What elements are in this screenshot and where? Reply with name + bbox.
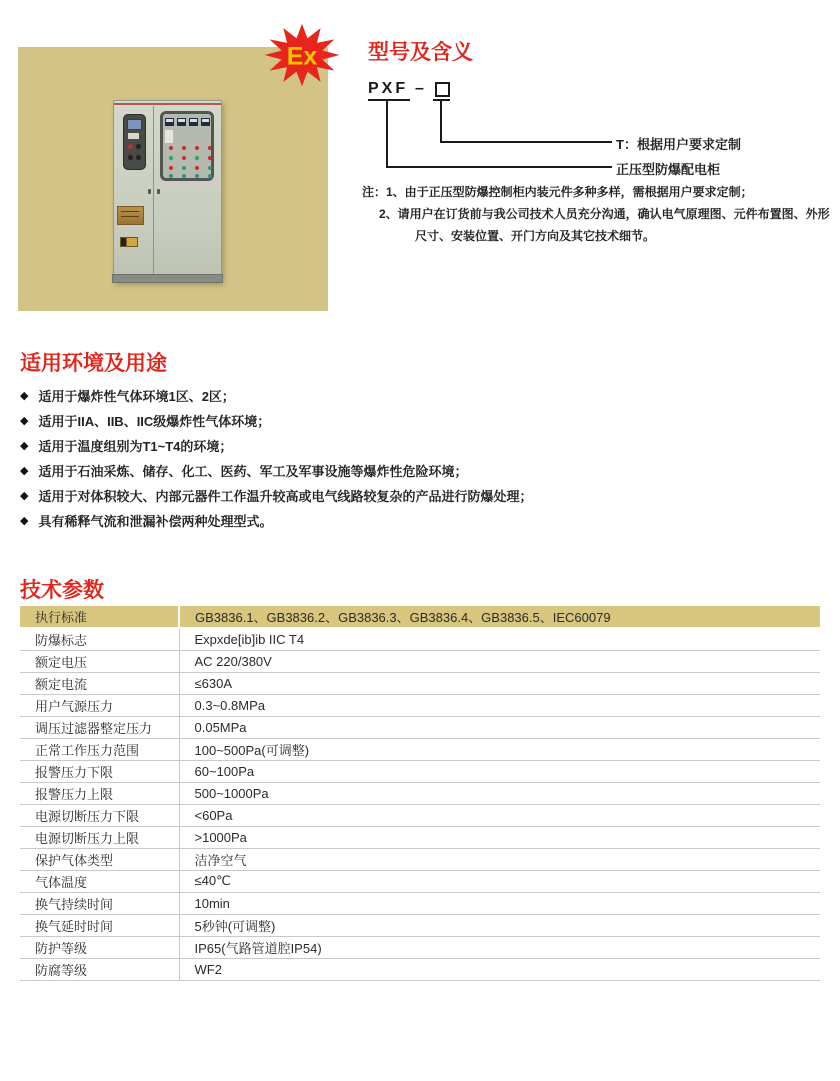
cabinet-window [163, 114, 211, 178]
list-item [20, 408, 532, 433]
param-label: 防爆标志 [20, 628, 179, 650]
cabinet-top-trim [114, 103, 221, 105]
indicator-light [169, 174, 173, 178]
param-value: >1000Pa [194, 829, 247, 845]
param-value: 500~1000Pa [194, 785, 269, 801]
table-row [20, 694, 820, 716]
param-value: 0.3~0.8MPa [194, 697, 265, 713]
meter [189, 118, 198, 126]
usage-item-text: 适用于温度组别为T1~T4的环境； [38, 439, 233, 454]
param-value: AC 220/380V [194, 653, 272, 669]
product-photo [18, 42, 328, 311]
diamond-bullet-icon: ◆ [20, 490, 29, 502]
indicator-light [208, 146, 212, 150]
list-item [20, 483, 532, 508]
param-value: <60Pa [194, 807, 233, 823]
param-label: 换气延时时间 [20, 914, 179, 936]
table-row [20, 804, 820, 826]
diamond-bullet-icon: ◆ [20, 440, 29, 452]
ex-mark-icon [263, 21, 341, 89]
param-value: IP65(气路管道腔IP54) [194, 940, 322, 956]
underline-prefix [368, 99, 410, 101]
callout-custom: T：根据用户要求定制 [616, 137, 741, 152]
indicator-light [208, 174, 212, 178]
diamond-bullet-icon: ◆ [20, 390, 29, 402]
list-item [20, 383, 532, 408]
meter [165, 118, 174, 126]
cabinet-illustration [113, 100, 222, 282]
model-section-title: 型号及含义 [368, 41, 473, 64]
model-diagram [368, 80, 833, 180]
note-line: 2、请用户在订货前与我公司技术人员充分沟通，确认电气原理图、元件布置图、外形 [379, 207, 830, 221]
indicator-light [182, 174, 186, 178]
param-value: ≤40℃ [194, 873, 231, 888]
indicator-light [208, 156, 212, 160]
callout-line-vertical-1 [386, 101, 388, 168]
param-label: 报警压力上限 [20, 782, 179, 804]
param-label: 额定电流 [20, 672, 179, 694]
indicator-light [169, 156, 173, 160]
param-label: 气体温度 [20, 870, 179, 892]
param-label: 换气持续时间 [20, 892, 179, 914]
model-dash: – [415, 80, 424, 97]
dark-button [136, 155, 141, 160]
param-value: 洁净空气 [194, 852, 247, 868]
model-code: PXF [368, 80, 409, 97]
param-label: 防腐等级 [20, 958, 179, 980]
indicator-light [169, 146, 173, 150]
table-row [20, 782, 820, 804]
table-row [20, 628, 820, 650]
param-label: 保护气体类型 [20, 848, 179, 870]
usage-item-text: 适用于IIA、IIB、IIC级爆炸性气体环境； [38, 414, 271, 429]
table-row [20, 936, 820, 958]
list-item [20, 508, 532, 533]
table-row [20, 892, 820, 914]
cabinet-window-frame [160, 111, 214, 181]
tech-section-title: 技术参数 [20, 579, 104, 602]
table-row [20, 914, 820, 936]
param-value: 10min [194, 895, 230, 911]
param-label: 执行标准 [20, 606, 179, 628]
indicator-light [182, 146, 186, 150]
param-value: 100~500Pa(可调整) [194, 742, 310, 758]
indicator-light [169, 166, 173, 170]
note-line: 尺寸、安装位置、开门方向及其它技术细节。 [415, 229, 656, 243]
usage-item-text: 具有稀释气流和泄漏补偿两种处理型式。 [38, 514, 273, 529]
indicator-light [182, 166, 186, 170]
cabinet-base [112, 274, 223, 283]
table-row [20, 672, 820, 694]
param-value: Expxde[ib]ib IIC T4 [194, 631, 305, 647]
param-label: 电源切断压力上限 [20, 826, 179, 848]
indicator-light [208, 166, 212, 170]
model-placeholder-box [435, 82, 450, 97]
table-row [20, 870, 820, 892]
param-label: 正常工作压力范围 [20, 738, 179, 760]
panel-label [128, 133, 139, 139]
param-label: 额定电压 [20, 650, 179, 672]
display-screen [127, 119, 142, 130]
diamond-bullet-icon: ◆ [20, 465, 29, 477]
indicator-light [182, 156, 186, 160]
param-value: ≤630A [194, 675, 232, 691]
table-row [20, 650, 820, 672]
cabinet-door-divider [153, 106, 154, 281]
cabinet-left-control-panel [123, 114, 146, 170]
usage-item-text: 适用于对体积较大、内部元器件工作温升较高或电气线路较复杂的产品进行防爆处理； [38, 489, 533, 504]
meter [177, 118, 186, 126]
warning-label [120, 237, 138, 247]
window-card [165, 130, 173, 143]
diamond-bullet-icon: ◆ [20, 415, 29, 427]
indicator-light [195, 156, 199, 160]
meter [201, 118, 210, 126]
param-value: WF2 [194, 961, 222, 977]
param-value: GB3836.1、GB3836.2、GB3836.3、GB3836.4、GB3836.5、IEC60079 [195, 610, 611, 625]
callout-line-horizontal-2 [386, 166, 612, 168]
param-value: 5秒钟(可调整) [194, 918, 276, 934]
param-label: 调压过滤器整定压力 [20, 716, 179, 738]
param-label: 报警压力下限 [20, 760, 179, 782]
callout-line-horizontal-1 [440, 141, 612, 143]
door-handle [157, 189, 160, 194]
indicator-light [195, 174, 199, 178]
callout-line-vertical-2 [440, 101, 442, 142]
param-value: 0.05MPa [194, 719, 247, 735]
list-item [20, 433, 532, 458]
param-label: 电源切断压力下限 [20, 804, 179, 826]
table-row [20, 738, 820, 760]
param-label: 防护等级 [20, 936, 179, 958]
table-row [20, 958, 820, 980]
ex-logo-text: Ex [286, 42, 318, 71]
param-label: 用户气源压力 [20, 694, 179, 716]
indicator-light [195, 146, 199, 150]
list-item [20, 458, 532, 483]
table-row [20, 606, 820, 628]
table-row [20, 716, 820, 738]
param-value: 60~100Pa [194, 763, 255, 779]
table-row [20, 760, 820, 782]
dark-button [128, 155, 133, 160]
callout-type: 正压型防爆配电柜 [616, 162, 721, 177]
usage-list [20, 383, 532, 533]
red-button [128, 144, 133, 149]
tech-parameters-table [20, 606, 820, 981]
indicator-light [195, 166, 199, 170]
usage-item-text: 适用于石油采炼、储存、化工、医药、军工及军事设施等爆炸性危险环境； [38, 464, 468, 479]
diamond-bullet-icon: ◆ [20, 515, 29, 527]
door-handle [148, 189, 151, 194]
nameplate [117, 206, 144, 225]
dark-button [136, 144, 141, 149]
note-line: 注：1、由于正压型防爆控制柜内装元件多种多样，需根据用户要求定制； [362, 185, 753, 199]
model-notes [362, 181, 830, 247]
usage-item-text: 适用于爆炸性气体环境1区、2区； [38, 389, 235, 404]
table-row [20, 826, 820, 848]
usage-section-title: 适用环境及用途 [20, 352, 167, 375]
table-row [20, 848, 820, 870]
